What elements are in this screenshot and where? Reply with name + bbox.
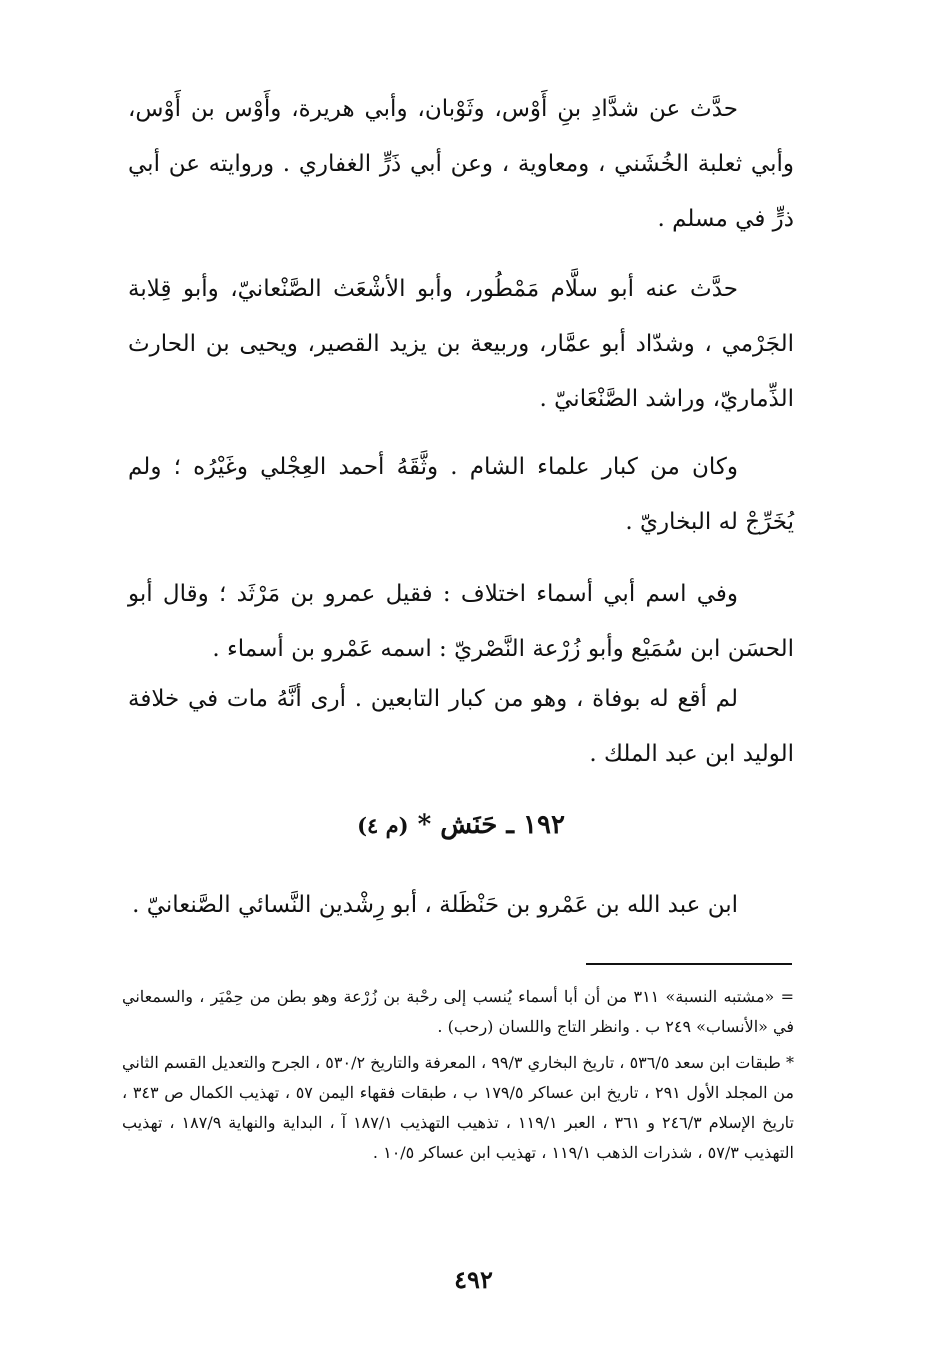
footnote-sources: [122, 1048, 794, 1168]
paragraph-text: ابن عبد الله بن عَمْرو بن حَنْظَلة ، أبو رِشْدين النَّسائي الصَّنعانيّ .: [132, 892, 738, 918]
entry-heading: [128, 800, 794, 851]
paragraph-text: وكان من كبار علماء الشام . وثَّقَهُ أحمد العِجْلي وغَيْرُه ؛ ولم يُخَرِّجْ له البخاريّ .: [128, 454, 794, 535]
footnote-text: * طبقات ابن سعد ٥٣٦/٥ ، تاريخ البخاري ٩٩/٣ ، المعرفة والتاريخ ٥٣٠/٢ ، الجرح والتعديل القسم الثاني من المجلد الأول ٢٩١ ، تاريخ ابن عساكر ١٧٩/٥ ب ، طبقات فقهاء اليمن ٥٧ ، تهذيب الكمال ص ٣٤٣ ، تاريخ الإسلام ٢٤٦/٣ و ٣٦١ ، العبر ١١٩/١ ، تذهيب التهذيب ١٨٧/١ آ ، البداية والنهاية ١٨٧/٩ ، تهذيب التهذيب ٥٧/٣ ، شذرات الذهب ١١٩/١ ، تهذيب ابن عساكر ١٠/٥ .: [122, 1053, 795, 1162]
paragraph-scholars-of-sham: [128, 440, 794, 550]
paragraph-text: لم أقع له بوفاة ، وهو من كبار التابعين . أرى أنَّهُ مات في خلافة الوليد ابن عبد الملك .: [128, 686, 794, 767]
paragraph-entry-lineage: [128, 878, 794, 933]
footnote-divider: [586, 963, 792, 965]
paragraph-text: حدَّث عن شدَّادِ بنِ أَوْس، وثَوْبان، وأبي هريرة، وأَوْس بن أَوْس، وأبي ثعلبة الخُشَني ، ومعاوية ، وعن أبي ذَرٍّ الغفاري . وروايته عن أبي ذرٍّ في مسلم .: [128, 96, 794, 232]
paragraph-name-dispute: [128, 567, 794, 677]
paragraph-text: حدَّث عنه أبو سلَّام مَمْطُور، وأبو الأشْعَث الصَّنْعانيّ، وأبو قِلابة الجَرْمي ، وشدّاد أبو عمَّار، وربيعة بن يزيد القصير، ويحيى بن الحارث الذِّماريّ، وراشد الصَّنْعَانيّ .: [128, 276, 794, 412]
entry-heading-title: ١٩٢ ـ حَنَش *: [417, 810, 565, 840]
footnote-continuation: [122, 982, 794, 1042]
entry-heading-code: (م ٤): [357, 813, 409, 838]
paragraph-narrated-by: [128, 262, 794, 427]
footnote-text: = «مشتبه النسبة» ٣١١ من أن أبا أسماء يُنسب إلى رحْبة بن زُرْعة وهو بطن من حِمْيَر ، والسمعاني في «الأنساب» ٢٤٩ ب . وانظر التاج واللسان (رحب) .: [122, 987, 795, 1036]
paragraph-narrated-from: [128, 82, 794, 247]
paragraph-death: [128, 672, 794, 782]
footnotes: [122, 982, 794, 1174]
paragraph-text: وفي اسم أبي أسماء اختلاف : فقيل عمرو بن مَرْثَد ؛ وقال أبو الحسَن ابن سُمَيْع وأبو زُرْعة النَّصْريّ : اسمه عَمْرو بن أسماء .: [128, 581, 794, 662]
page-number: ٤٩٢: [454, 1265, 493, 1294]
